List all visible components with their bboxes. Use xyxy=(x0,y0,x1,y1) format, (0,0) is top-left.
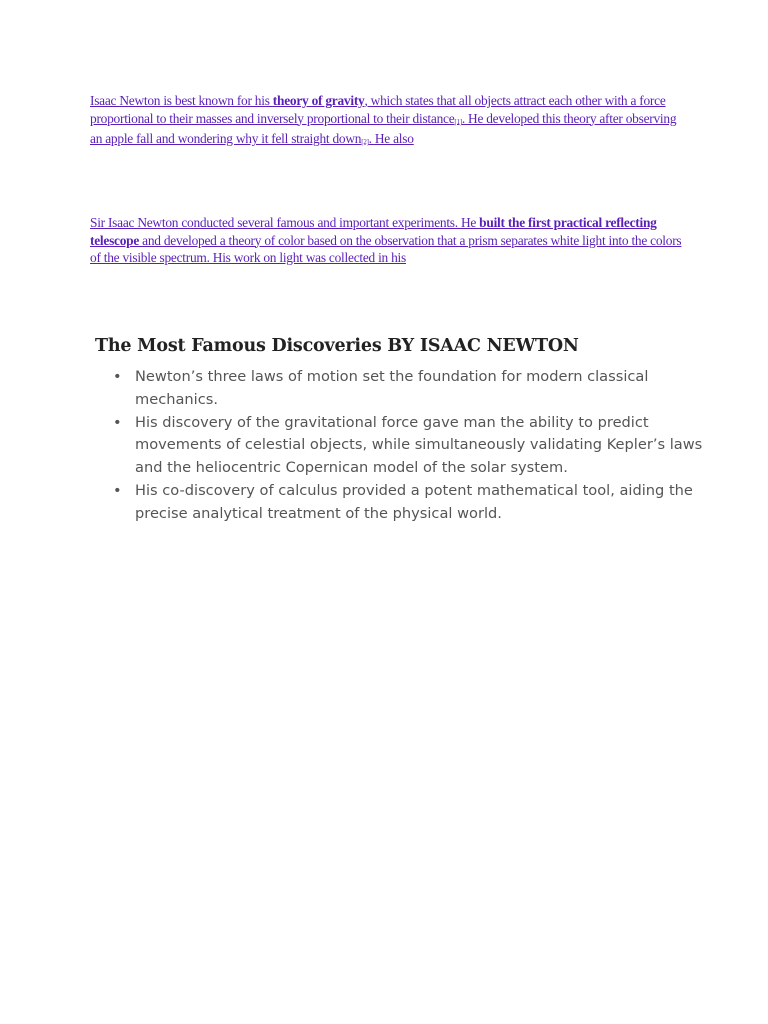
reflecting-telescope-link[interactable]: built the first practical reflecting telescope xyxy=(90,215,657,248)
footnote-ref-2[interactable]: [2] xyxy=(361,138,369,147)
he-also-link[interactable]: He also xyxy=(374,131,414,147)
gravity-paragraph[interactable] xyxy=(90,92,682,151)
paragraph-link-text[interactable]: Sir Isaac Newton conducted several famous and important experiments. He xyxy=(90,215,480,230)
paragraph-link-text[interactable]: Isaac Newton is best known for his xyxy=(90,93,273,108)
list-item-text: Newton’s three laws of motion set the foundation for modern classical mechanics. xyxy=(135,368,649,408)
theory-of-gravity-link[interactable]: theory of gravity xyxy=(272,93,365,108)
paragraph-link-text[interactable]: , which states that all objects attract each other with a force proportional to their masses and inversely proportional to their distance xyxy=(90,93,666,126)
list-item xyxy=(113,366,725,412)
list-item-text: His co-discovery of calculus provided a potent mathematical tool, aiding the precise analytical treatment of the physical world. xyxy=(135,481,693,522)
list-item-text: His discovery of the gravitational force gave man the ability to predict movements of celestial objects, while simultaneously validating Kepler’s laws and the heliocentric Copernican model of the solar system. xyxy=(135,413,703,477)
experiments-paragraph[interactable] xyxy=(90,214,682,267)
paragraph-link-text[interactable]: and developed a theory of color based on the observation that a prism separates white light into the colors of the visible spectrum. His work on light was collected in his xyxy=(90,232,682,266)
bullet-icon: • xyxy=(113,368,122,385)
list-item xyxy=(113,480,725,526)
paragraph-link-text[interactable]: . He developed this theory after observing an apple fall and wondering why it fell straight down xyxy=(90,110,677,147)
footnote-ref-1[interactable]: [1] xyxy=(454,117,462,126)
separator-text: . xyxy=(368,131,375,147)
section-heading: The Most Famous Discoveries BY ISAAC NEWTON xyxy=(95,336,579,356)
bullet-icon: • xyxy=(113,481,122,499)
discoveries-list xyxy=(90,366,725,526)
bullet-icon: • xyxy=(113,413,122,431)
list-item xyxy=(113,412,725,480)
